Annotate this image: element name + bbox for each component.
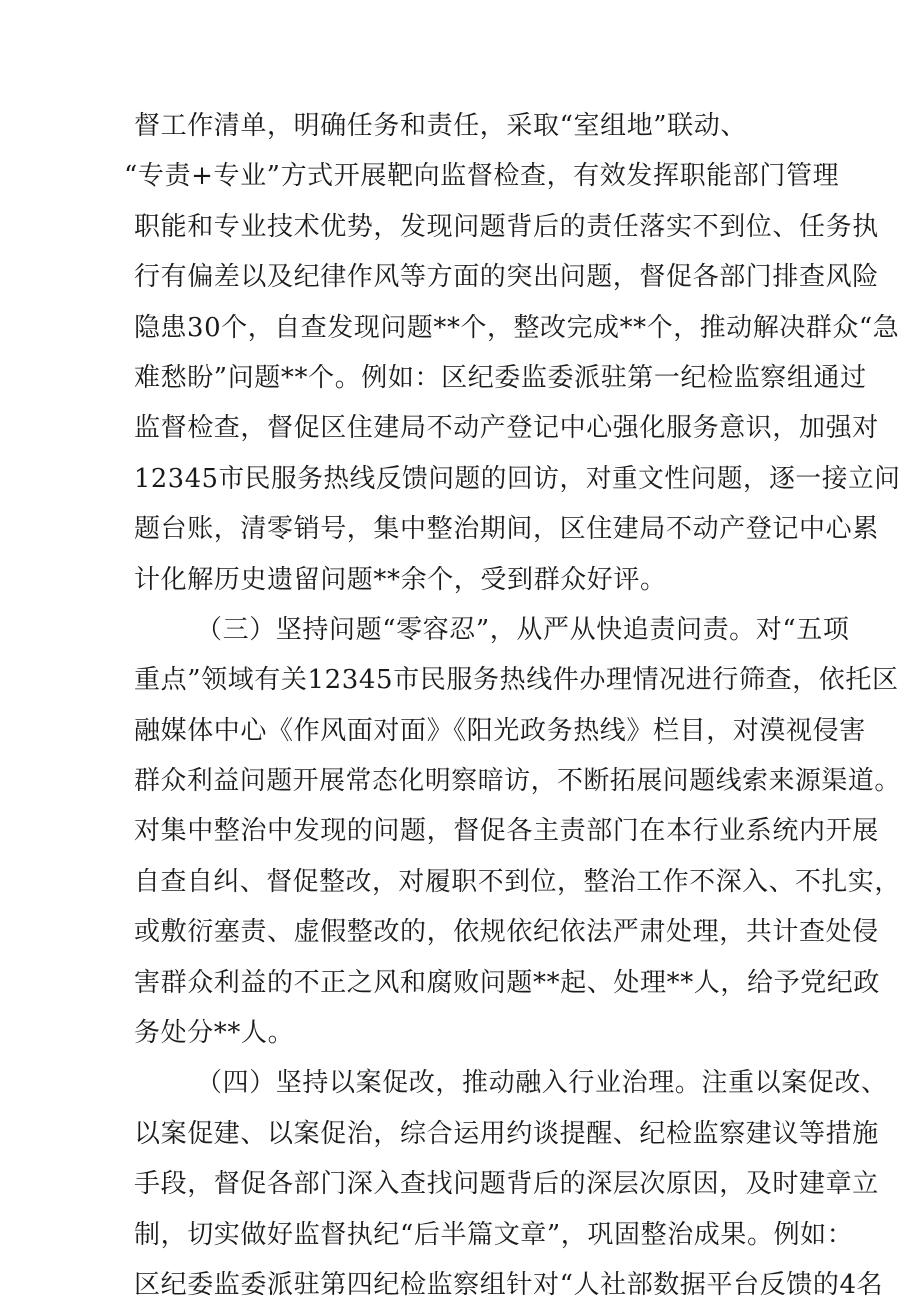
text-line: 自查自纠、督促整改，对履职不到位，整治工作不深入、不扎实， <box>134 867 901 897</box>
text-line: 制，切实做好监督执纪“后半篇文章”，巩固整治成果。例如： <box>134 1220 854 1250</box>
text-line: 务处分**人。 <box>134 1018 295 1048</box>
text-line: 以案促建、以案促治，综合运用约谈提醒、纪检监察建议等措施 <box>134 1119 879 1149</box>
text-line: 区纪委监委派驻第四纪检监察组针对“人社部数据平台反馈的4名 <box>134 1270 884 1300</box>
text-line: 难愁盼”问题**个。例如：区纪委监委派驻第一纪检监察组通过 <box>134 363 867 393</box>
text-line: “专责+专业”方式开展靶向监督检查，有效发挥职能部门管理 <box>124 161 840 191</box>
text-line: 或敷衍塞责、虚假整改的，依规依纪依法严肃处理，共计查处侵 <box>134 917 879 947</box>
text-line: 重点”领域有关12345市民服务热线件办理情况进行筛查，依托区 <box>134 665 899 695</box>
text-line: 害群众利益的不正之风和腐败问题**起、处理**人，给予党纪政 <box>134 968 881 998</box>
text-line: 群众利益问题开展常态化明察暗访，不断拓展问题线索来源渠道。 <box>134 766 901 796</box>
text-line: 融媒体中心《作风面对面》《阳光政务热线》栏目，对漠视侵害 <box>134 716 866 746</box>
text-line: 手段，督促各部门深入查找问题背后的深层次原因，及时建章立 <box>134 1169 879 1199</box>
text-line: 职能和专业技术优势，发现问题背后的责任落实不到位、任务执 <box>134 212 879 242</box>
text-line: 监督检查，督促区住建局不动产登记中心强化服务意识，加强对 <box>134 413 879 443</box>
text-line: 隐患30个，自查发现问题**个，整改完成**个，推动解决群众“急 <box>134 313 900 343</box>
text-line: 督工作清单，明确任务和责任，采取“室组地”联动、 <box>134 111 747 141</box>
text-line: 行有偏差以及纪律作风等方面的突出问题，督促各部门排查风险 <box>134 262 879 292</box>
text-line: 对集中整治中发现的问题，督促各主责部门在本行业系统内开展 <box>134 816 879 846</box>
text-line: 计化解历史遗留问题**余个，受到群众好评。 <box>134 565 667 595</box>
text-line: 题台账，清零销号，集中整治期间，区住建局不动产登记中心累 <box>134 514 879 544</box>
text-line: 12345市民服务热线反馈问题的回访，对重文性问题，逐一接立问 <box>134 464 901 494</box>
section-heading-4: （四）坚持以案促改，推动融入行业治理。注重以案促改、 <box>196 1068 888 1098</box>
section-heading-3: （三）坚持问题“零容忍”，从严从快追责问责。对“五项 <box>196 615 850 645</box>
